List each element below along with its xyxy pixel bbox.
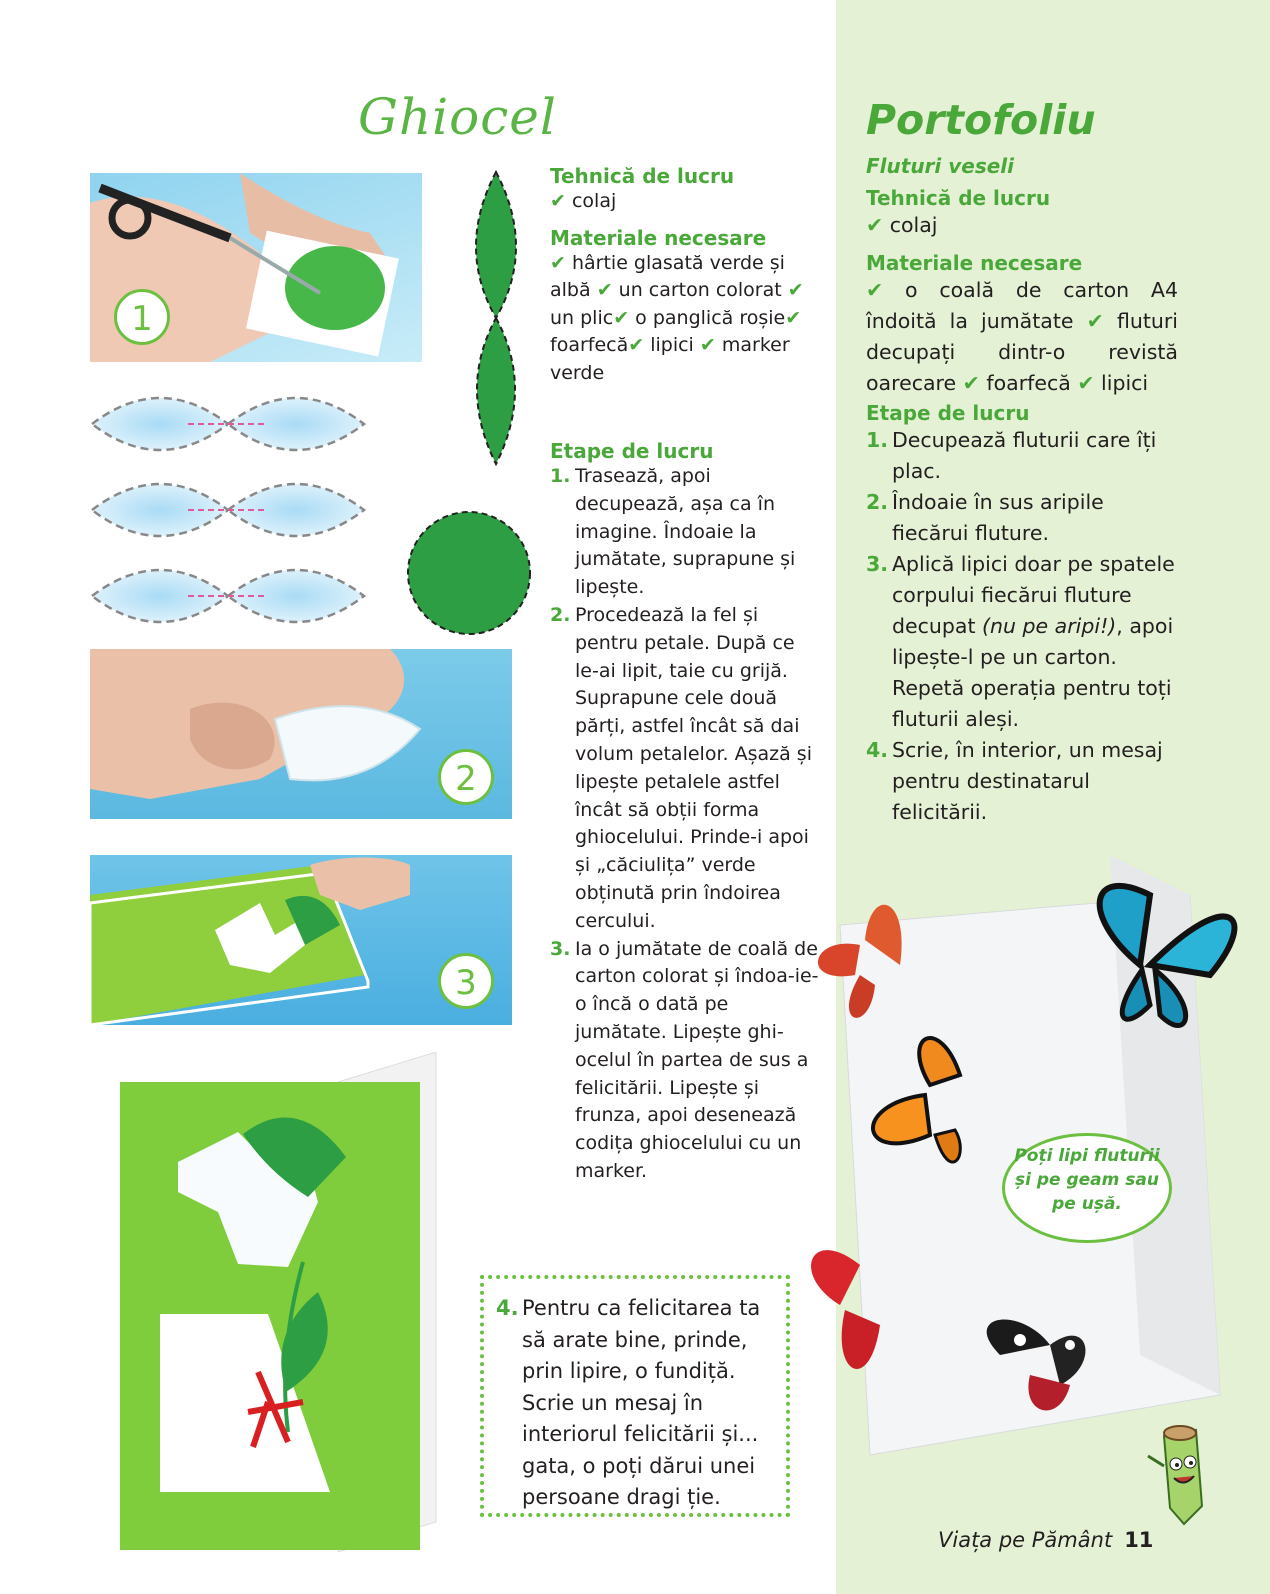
petal-template-row <box>92 484 364 536</box>
step-item: 4. Scrie, în interior, un mesaj pentru destinatarul felicitării. <box>866 738 1163 824</box>
check-icon: ✔ <box>550 251 566 274</box>
sidebar-materials-list: ✔ o coală de carton A4 îndoită la jumătate ✔ fluturi decupați dintr-o revistă oarecare ✔ foarfecă ✔ lipici <box>866 278 1178 395</box>
petal-templates <box>88 380 368 640</box>
check-icon: ✔ <box>866 278 884 302</box>
check-icon: ✔ <box>628 334 645 356</box>
step-item: 3. Ia o jumătate de coală de carton colorat și îndoa-ie-o încă o dată pe jumătate. Lipește ghi-ocelul în partea de sus a felicitării. Lipește și frunza, apoi desenează codița ghiocelului cu un marker. <box>550 937 819 1182</box>
leaf-template <box>456 168 536 468</box>
petal-template-row <box>92 570 364 622</box>
sidebar-title: Portofoliu <box>866 96 1096 144</box>
petal-template-row <box>92 398 364 450</box>
materials-list: ✔ hârtie glasată verde și albă ✔ un carton colorat ✔ un plic✔ o panglică roșie✔ foarfecă✔ lipici ✔ marker verde <box>550 251 804 384</box>
sidebar-subtitle: Fluturi veseli <box>866 154 1015 178</box>
step-badge-3: 3 <box>438 953 494 1009</box>
check-icon: ✔ <box>1077 371 1095 395</box>
page-title: Ghiocel <box>358 88 557 146</box>
check-icon: ✔ <box>787 279 804 301</box>
step-4-box <box>480 1275 790 1517</box>
step-item: 3. Aplică lipici doar pe spatele corpului fiecărui fluture decupat (nu pe aripi!), apoi lipește-l pe un carton. Repetă operația pentru toți fluturii aleși. <box>866 552 1175 731</box>
page-number: 11 <box>1124 1528 1154 1552</box>
check-icon: ✔ <box>866 213 884 237</box>
step-item: 2. Procedează la fel și pentru petale. După ce le-ai lipit, taie cu grijă. Suprapune cele două părți, astfel încât să dai volum petalelor. Așază și lipește petalele astfel încât să obții forma ghiocelului. Prinde-i apoi și „căciulița” verde obținută prin îndoirea cercului. <box>550 603 812 932</box>
photo-step-2 <box>90 649 512 819</box>
step-item: 4. Pentru ca felicitarea ta să arate bine, prinde, prin lipire, o fundiță. Scrie un mesaj în interiorul felicitării și... gata, o poți dărui unei persoane dragi ție. <box>496 1296 761 1509</box>
finished-card-photo <box>118 1052 448 1552</box>
photo-step-3 <box>90 855 512 1025</box>
check-icon: ✔ <box>1086 309 1104 333</box>
check-icon: ✔ <box>596 279 613 301</box>
check-icon: ✔ <box>785 306 802 329</box>
step-badge-2: 2 <box>438 749 494 805</box>
check-icon: ✔ <box>699 334 716 356</box>
step-item: 1. Trasează, apoi decupează, așa ca în imagine. Îndoaie la jumătate, suprapune și lipește. <box>550 465 796 599</box>
tip-bubble: Poți lipi fluturii și pe geam sau pe ușă. <box>1002 1133 1172 1243</box>
page-footer: Viața pe Pământ 11 <box>938 1528 1154 1552</box>
photo-step-1 <box>90 173 422 362</box>
check-icon: ✔ <box>550 190 566 212</box>
technique-item: ✔ colaj <box>550 190 617 212</box>
technique-heading: Tehnică de lucru <box>550 164 735 188</box>
circle-template <box>404 508 534 638</box>
sidebar-technique-heading: Tehnică de lucru <box>866 186 1051 210</box>
step-item: 2. Îndoaie în sus aripile fiecărui fluture. <box>866 490 1104 545</box>
butterfly-card-photo <box>780 835 1240 1475</box>
sidebar-steps-list <box>866 425 1178 828</box>
sidebar-technique-item: ✔ colaj <box>866 213 938 237</box>
sidebar-steps-heading: Etape de lucru <box>866 401 1030 425</box>
steps-heading: Etape de lucru <box>550 439 714 463</box>
check-icon: ✔ <box>613 306 630 329</box>
sidebar-content <box>866 154 1178 828</box>
sidebar-materials-heading: Materiale necesare <box>866 251 1083 275</box>
step-item: 1. Decupează fluturii care îți plac. <box>866 428 1157 483</box>
check-icon: ✔ <box>962 371 980 395</box>
materials-heading: Materiale necesare <box>550 225 767 250</box>
pencil-mascot-icon <box>1144 1416 1216 1526</box>
step-badge-1: 1 <box>114 289 170 345</box>
